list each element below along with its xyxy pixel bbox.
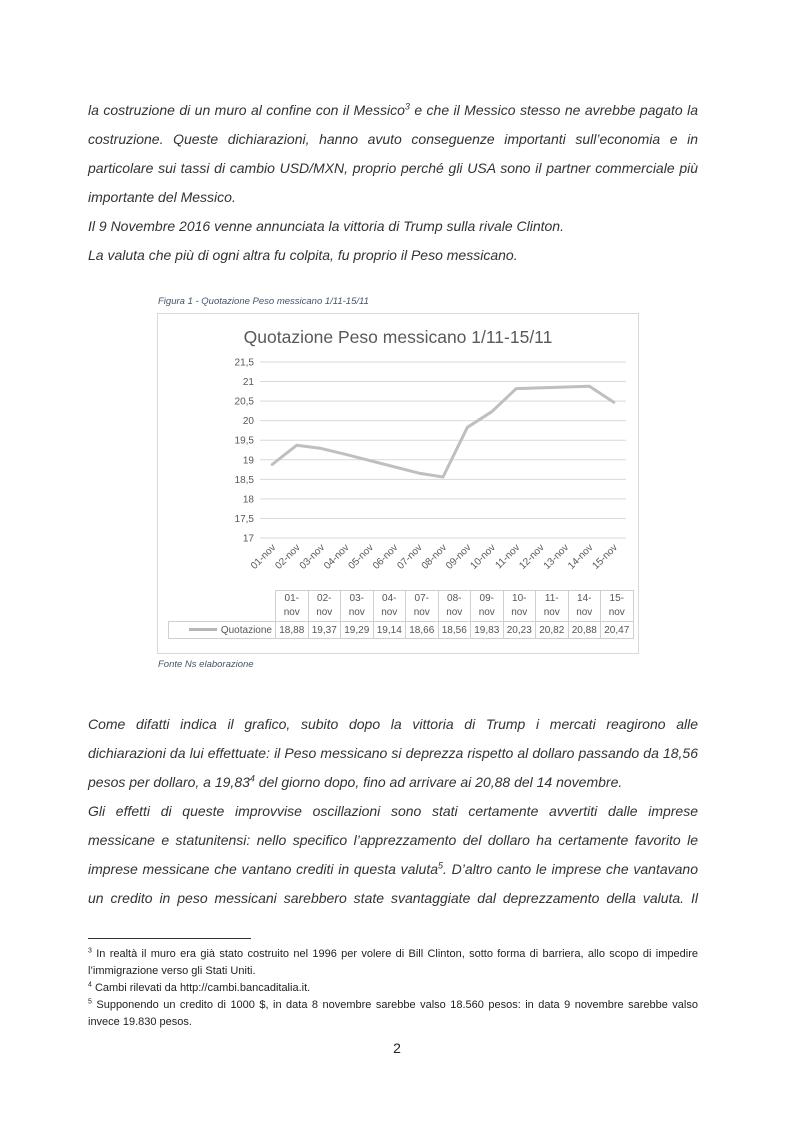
- legend-label: Quotazione: [220, 624, 272, 636]
- table-header-cell: 15- nov: [601, 591, 634, 622]
- figure-caption: Figura 1 - Quotazione Peso messicano 1/11-15/11: [158, 296, 369, 307]
- data-table: [168, 590, 634, 639]
- text-line: Il 9 Novembre 2016 venne annunciata la vittoria di Trump sulla rivale Clinton.: [88, 218, 564, 234]
- table-value-cell: 20,23: [503, 622, 536, 639]
- table-value-cell: 19,37: [308, 622, 341, 639]
- chart-title: Quotazione Peso messicano 1/11-15/11: [243, 327, 553, 347]
- footnote-4: $^4$ Cambi rilevati da http://cambi.bancaditalia.it.: [88, 981, 311, 994]
- x-tick-label: 13-nov: [541, 542, 572, 572]
- y-tick-label: 20: [242, 416, 254, 428]
- text-line: particolare sui tassi di cambio USD/MXN, proprio perché gli USA sono il partner commerciale più: [88, 160, 698, 176]
- text-line: Come difatti indica il grafico, subito dopo la vittoria di Trump i mercati reagirono alle: [88, 716, 698, 732]
- x-tick-label: 04-nov: [322, 542, 352, 572]
- series-line-quotazione: [272, 386, 614, 477]
- table-header-cell: 08- nov: [438, 591, 471, 622]
- footnote-ref-4[interactable]: 4: [249, 773, 255, 784]
- footnote-3: $^3$ In realtà il muro era già stato costruito nel 1996 per volere di Bill Clinton, sotto forma di barriera, allo scopo di impedire l’immigrazione verso gli Stati Uniti.: [88, 947, 698, 977]
- x-tick-label: 09-nov: [444, 542, 474, 572]
- table-value-cell: 19,29: [341, 622, 374, 639]
- y-tick-label: 21,5: [234, 357, 254, 369]
- x-tick-label: 05-nov: [346, 542, 376, 572]
- x-tick-label: 06-nov: [370, 542, 401, 572]
- x-tick-label: 11-nov: [493, 542, 523, 572]
- body-text-bottom: [88, 710, 698, 913]
- text-line: la costruzione di un muro al confine con il Messico$^3$ e che il Messico stesso ne avrebbe pagato la: [88, 101, 698, 118]
- table-value-cell: 20,82: [536, 622, 569, 639]
- text-line: Gli effetti di queste improvvise oscillazioni sono stati certamente avvertiti dalle imprese: [88, 803, 698, 819]
- y-tick-label: 20,5: [234, 396, 254, 408]
- table-header-cell: 09- nov: [471, 591, 504, 622]
- x-tick-label: 15-nov: [590, 542, 620, 572]
- footnote-ref-3[interactable]: 3: [404, 101, 410, 112]
- y-tick-label: 17,5: [234, 513, 254, 525]
- table-value-cell: 18,66: [406, 622, 439, 639]
- x-tick-label: 07-nov: [395, 542, 425, 572]
- x-tick-label: 02-nov: [273, 542, 303, 572]
- table-value-cell: 18,56: [438, 622, 471, 639]
- text-line: La valuta che più di ogni altra fu colpita, fu proprio il Peso messicano.: [88, 247, 518, 263]
- body-text-top: [88, 96, 698, 270]
- y-tick-label: 18,5: [234, 474, 254, 486]
- y-tick-label: 17: [242, 533, 254, 545]
- x-tick-label: 10-nov: [468, 542, 498, 572]
- x-tick-label: 03-nov: [297, 542, 328, 572]
- x-tick-label: 14-nov: [566, 542, 596, 572]
- y-tick-label: 21: [242, 377, 254, 389]
- line-chart: [157, 313, 639, 654]
- text-line: imprese messicane che vantano crediti in questa valuta$^5$. D’altro canto le imprese che vantavano: [88, 860, 698, 877]
- footnote-separator: [88, 938, 251, 939]
- table-header-cell: 01- nov: [276, 591, 309, 622]
- legend-line-icon: [189, 628, 217, 631]
- table-header-cell: 02- nov: [308, 591, 341, 622]
- text-line: costruzione. Queste dichiarazioni, hanno avuto conseguenze importanti sull’economia e in: [88, 131, 698, 147]
- page-number: 2: [393, 1040, 401, 1056]
- x-tick-label: 01-nov: [248, 542, 279, 572]
- footnote-ref-5[interactable]: 5: [438, 860, 444, 871]
- y-tick-label: 19,5: [234, 435, 254, 447]
- text-line: dichiarazioni da lui effettuate: il Peso messicano si deprezza rispetto al dollaro passando da 18,56: [88, 745, 698, 761]
- table-header-cell: 07- nov: [406, 591, 439, 622]
- x-tick-label: 12-nov: [517, 542, 547, 572]
- table-value-cell: 20,88: [568, 622, 601, 639]
- text-line: un credito in peso messicani sarebbero state svantaggiate dal deprezzamento della valuta. Il: [88, 890, 698, 906]
- table-value-cell: 20,47: [601, 622, 634, 639]
- x-tick-label: 08-nov: [419, 542, 450, 572]
- table-value-cell: 18,88: [276, 622, 309, 639]
- table-header-cell: 11- nov: [536, 591, 569, 622]
- table-value-cell: 19,83: [471, 622, 504, 639]
- table-header-cell: 14- nov: [568, 591, 601, 622]
- text-line: pesos per dollaro, a 19,83$^4$ del giorno dopo, fino ad arrivare ai 20,88 del 14 novembre.: [88, 773, 623, 790]
- table-value-cell: 19,14: [373, 622, 406, 639]
- text-line: importante del Messico.: [88, 189, 236, 205]
- table-header-cell: 04- nov: [373, 591, 406, 622]
- text-line: messicane e statunitensi: nello specifico l’apprezzamento del dollaro ha certamente favorito le: [88, 832, 698, 848]
- table-corner: [169, 591, 276, 622]
- table-header-cell: 03- nov: [341, 591, 374, 622]
- legend-entry: [169, 622, 276, 639]
- y-tick-label: 19: [242, 455, 254, 467]
- footnotes: [88, 946, 698, 1031]
- footnote-5: $^5$ Supponendo un credito di 1000 $, in data 8 novembre sarebbe valso 18.560 pesos: in data 9 novembre sarebbe valso invece 19.830 pesos.: [88, 998, 698, 1028]
- table-header-cell: 10- nov: [503, 591, 536, 622]
- y-tick-label: 18: [242, 494, 254, 506]
- figure-source: Fonte Ns elaborazione: [158, 659, 254, 670]
- chart-svg: [158, 314, 638, 590]
